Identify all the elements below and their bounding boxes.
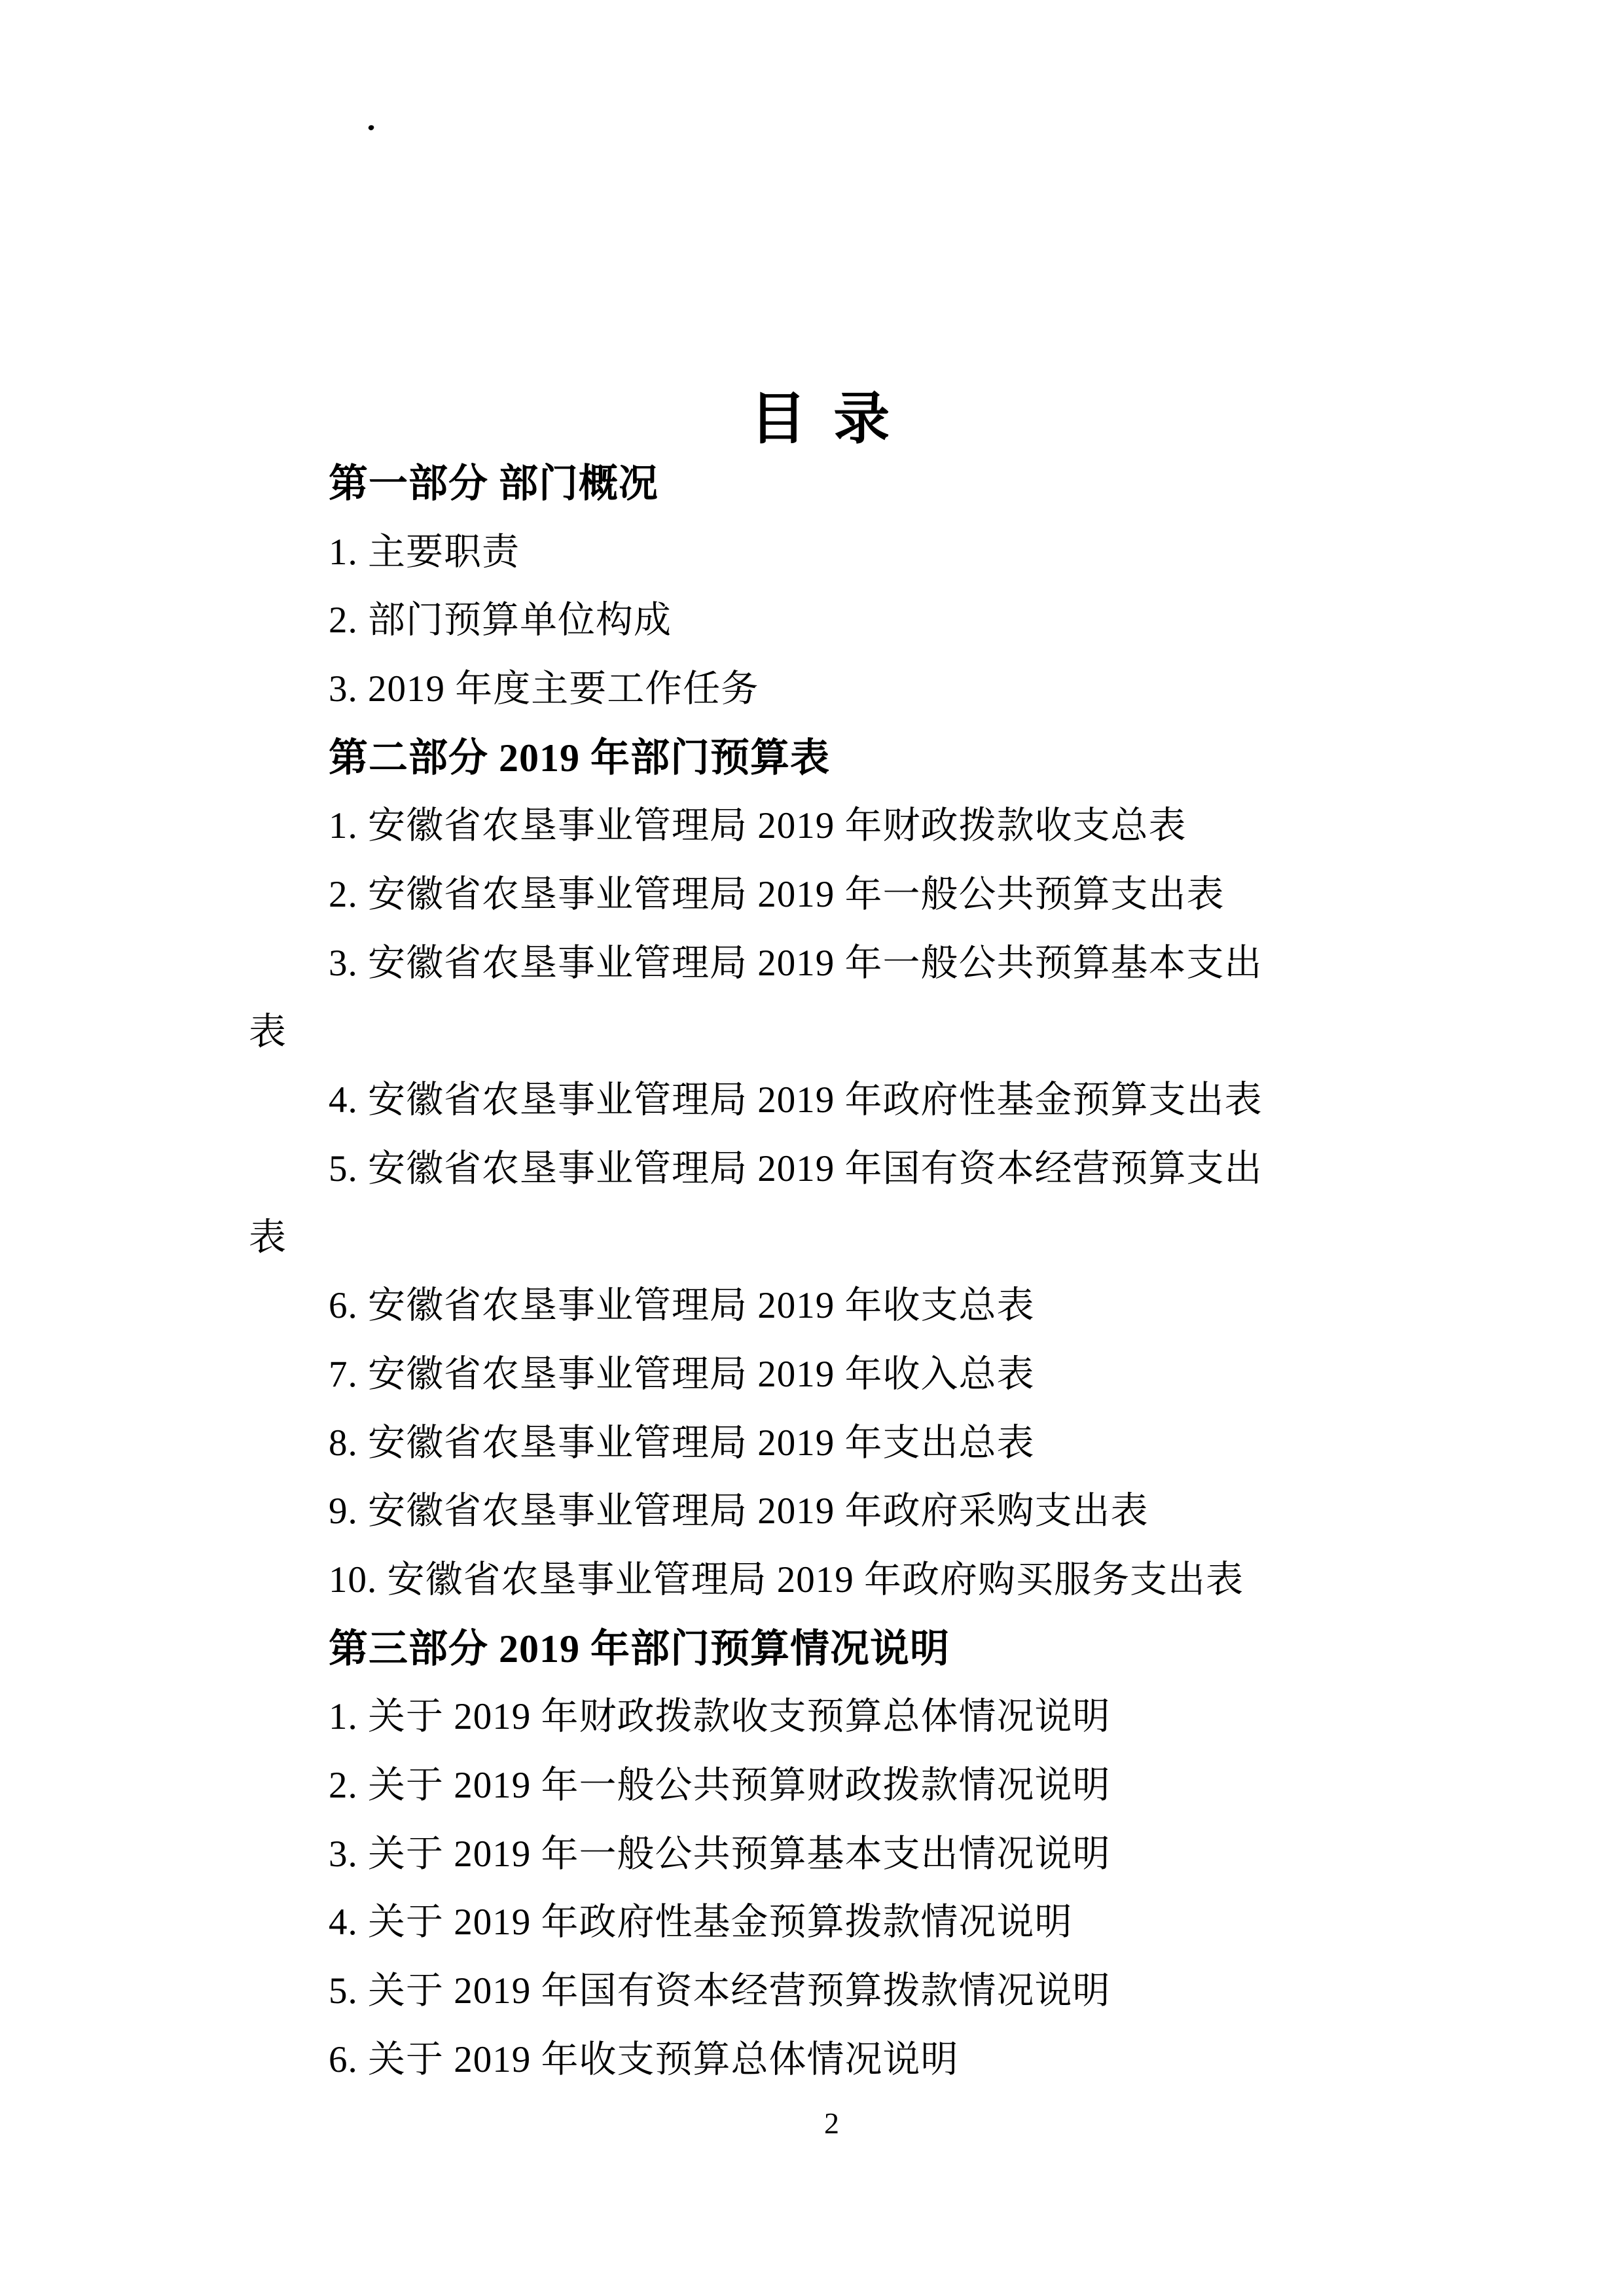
- toc-item: 3. 2019 年度主要工作任务: [329, 668, 759, 710]
- toc-section-heading: 第一部分 部门概况: [329, 462, 659, 505]
- toc-item: 3. 安徽省农垦事业管理局 2019 年一般公共预算基本支出: [329, 942, 1263, 984]
- toc-section-heading: 第三部分 2019 年部门预算情况说明: [329, 1627, 950, 1671]
- toc-item: 6. 关于 2019 年收支预算总体情况说明: [329, 2038, 959, 2080]
- toc-item: 2. 关于 2019 年一般公共预算财政拨款情况说明: [329, 1765, 1111, 1807]
- page-title: 目 录: [749, 388, 897, 450]
- toc-item: 1. 主要职责: [329, 531, 520, 573]
- toc-item: 4. 关于 2019 年政府性基金预算拨款情况说明: [329, 1902, 1073, 1943]
- ink-speck: [368, 124, 375, 132]
- toc-item: 9. 安徽省农垦事业管理局 2019 年政府采购支出表: [329, 1491, 1149, 1532]
- toc-item: 5. 关于 2019 年国有资本经营预算拨款情况说明: [329, 1970, 1111, 2012]
- toc-item: 5. 安徽省农垦事业管理局 2019 年国有资本经营预算支出: [329, 1148, 1263, 1189]
- toc-item: 7. 安徽省农垦事业管理局 2019 年收入总表: [329, 1353, 1035, 1395]
- toc-item-continuation: 表: [249, 1216, 287, 1258]
- toc-item: 10. 安徽省农垦事业管理局 2019 年政府购买服务支出表: [329, 1559, 1244, 1600]
- toc-item: 8. 安徽省农垦事业管理局 2019 年支出总表: [329, 1422, 1035, 1464]
- toc-item-continuation: 表: [249, 1011, 287, 1053]
- toc-list: [249, 450, 1399, 2095]
- toc-item: 2. 安徽省农垦事业管理局 2019 年一般公共预算支出表: [329, 874, 1225, 916]
- page-number: 2: [824, 2106, 839, 2140]
- toc-item: 3. 关于 2019 年一般公共预算基本支出情况说明: [329, 1833, 1111, 1875]
- toc-item: 6. 安徽省农垦事业管理局 2019 年收支总表: [329, 1285, 1035, 1327]
- toc-item: 2. 部门预算单位构成: [329, 600, 672, 642]
- toc-item: 1. 安徽省农垦事业管理局 2019 年财政拨款收支总表: [329, 805, 1187, 847]
- toc-section-heading: 第二部分 2019 年部门预算表: [329, 736, 830, 780]
- toc-item: 4. 安徽省农垦事业管理局 2019 年政府性基金预算支出表: [329, 1079, 1263, 1121]
- toc-item: 1. 关于 2019 年财政拨款收支预算总体情况说明: [329, 1696, 1111, 1738]
